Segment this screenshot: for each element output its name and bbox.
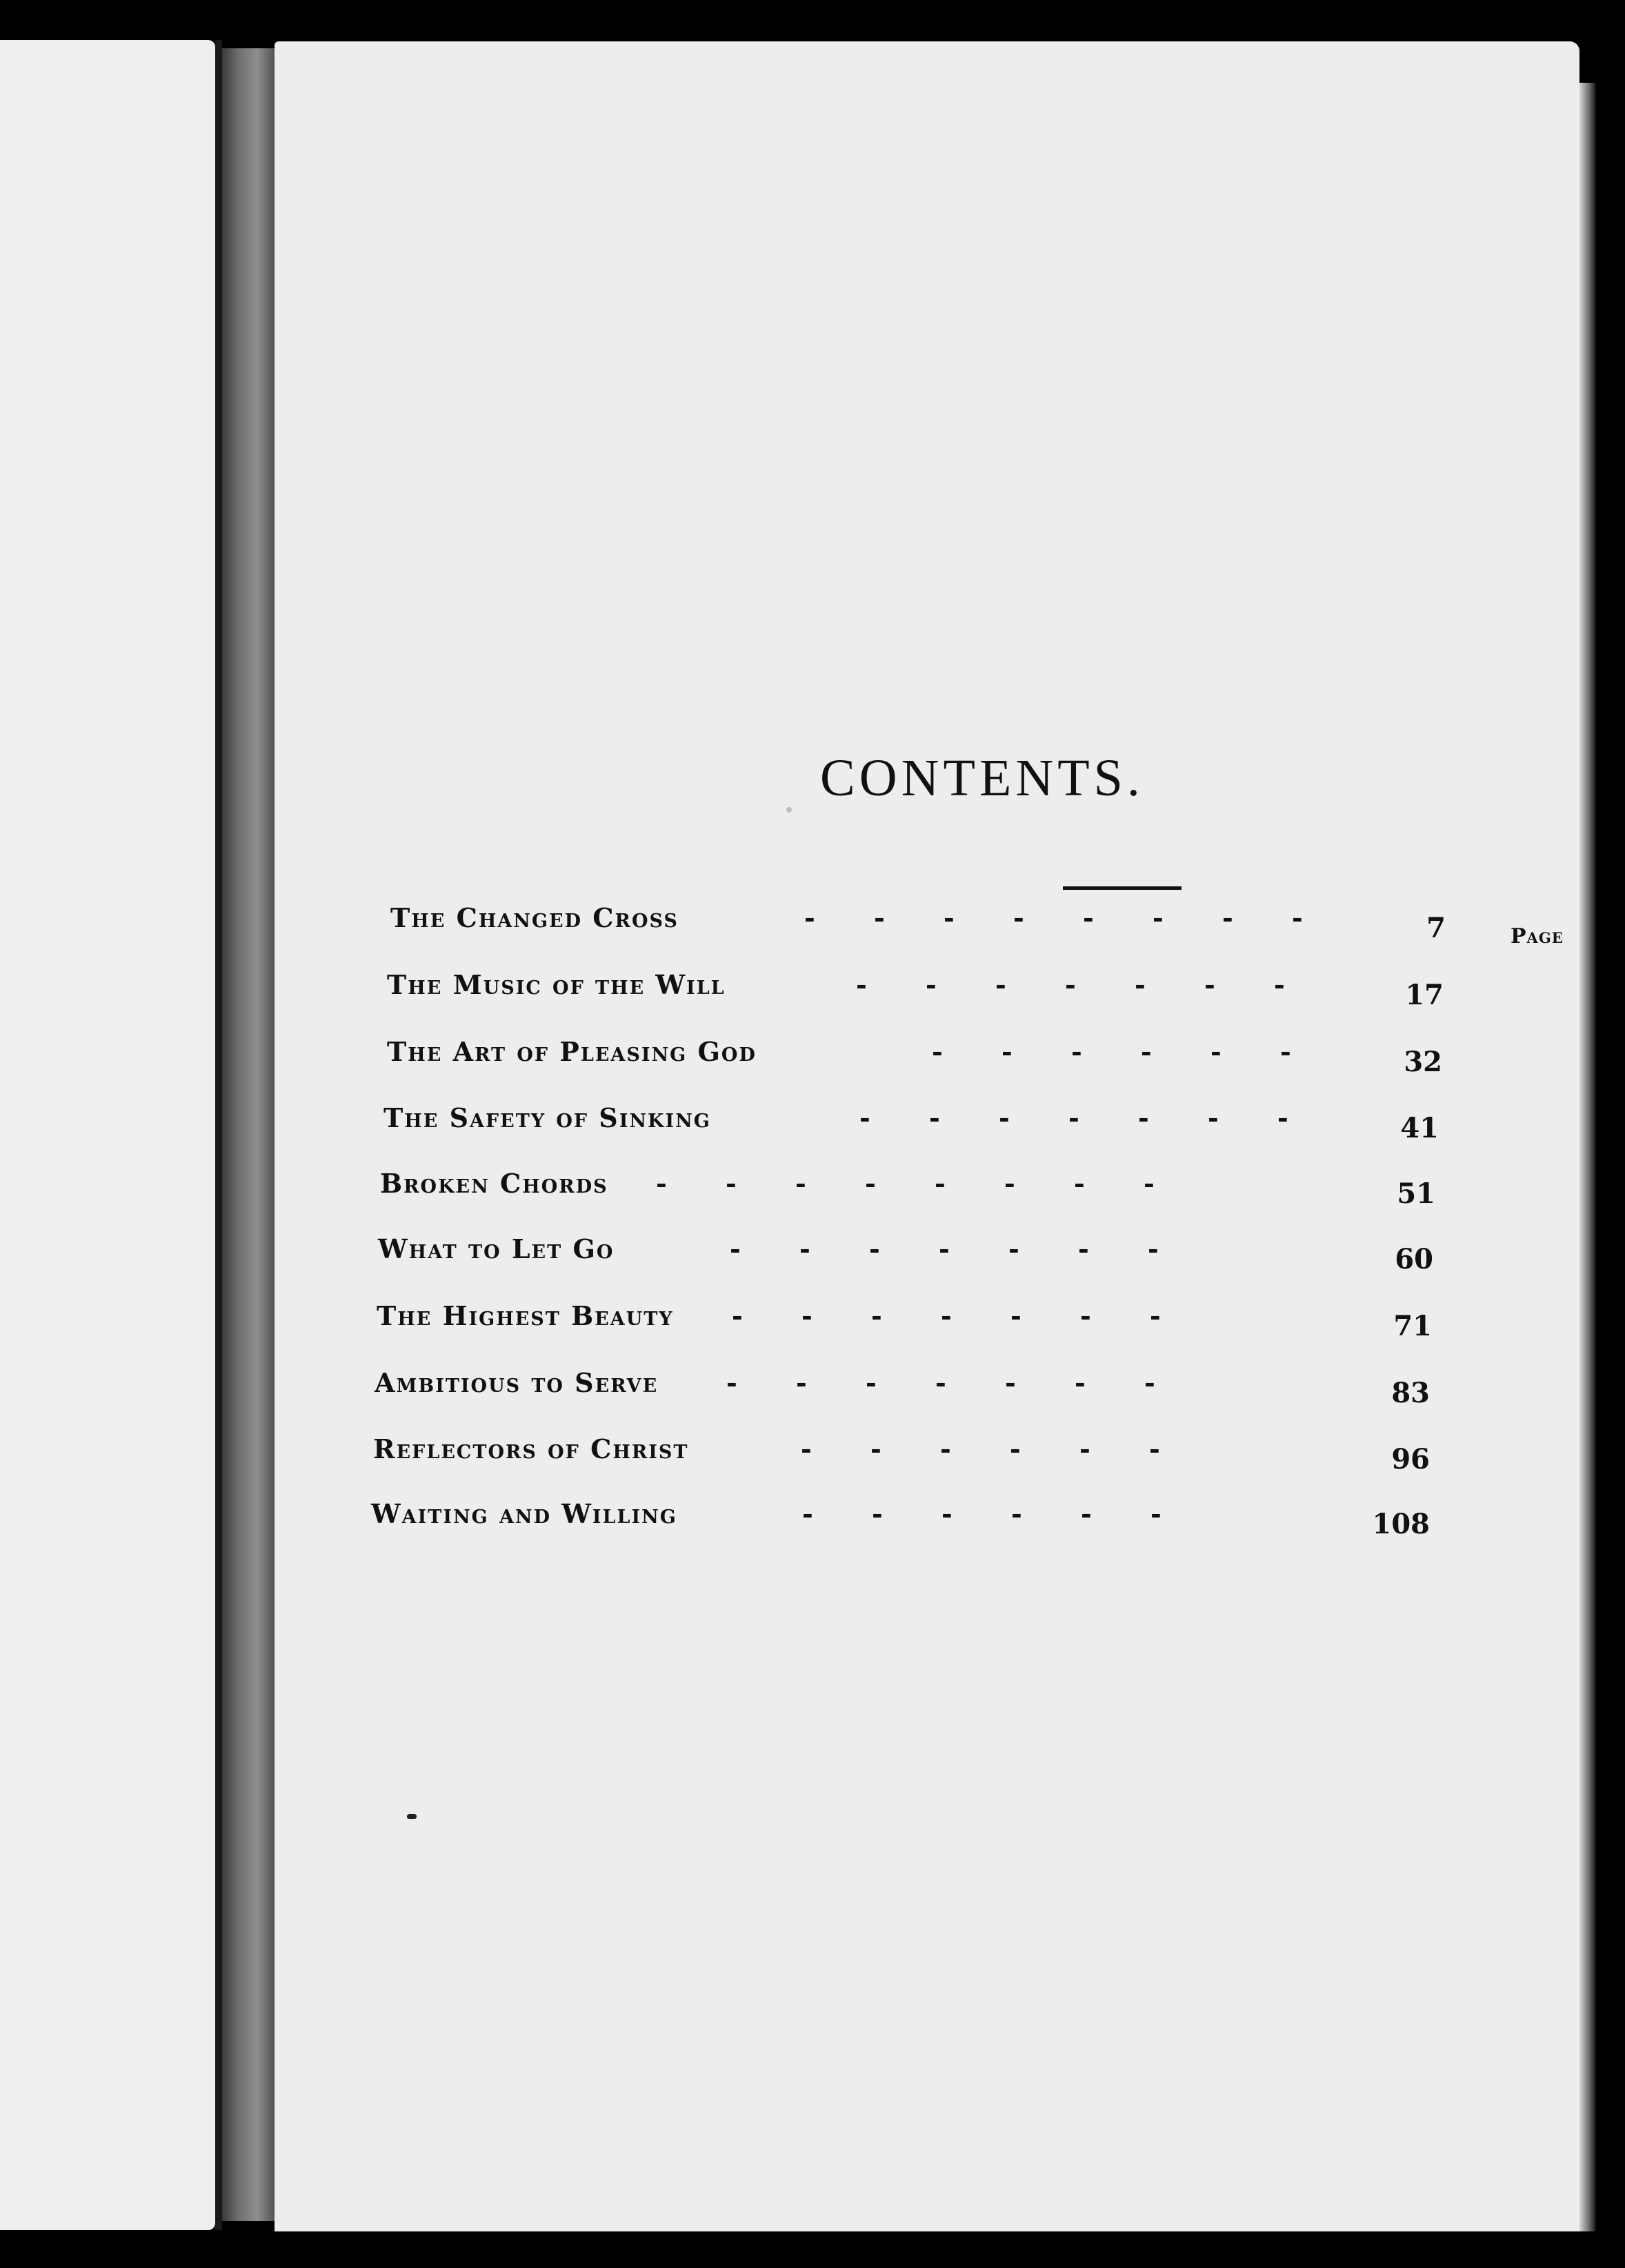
- toc-entry-title: The Music of the Will: [387, 969, 726, 1000]
- toc-entry-title: Broken Chords: [380, 1168, 608, 1199]
- heading-rule: [1063, 886, 1182, 890]
- toc-entry-title: The Highest Beauty: [377, 1300, 674, 1331]
- toc-leader-dots: - - - - - -: [802, 1498, 1162, 1529]
- toc-leader-dots: - - - - - - - -: [804, 902, 1303, 933]
- toc-entry-page: 83: [1391, 1377, 1430, 1409]
- scan-speck: [407, 1814, 417, 1819]
- toc-entry-title: The Art of Pleasing God: [387, 1036, 757, 1067]
- toc-leader-dots: - - - - - - -: [726, 1367, 1155, 1398]
- toc-entry-page: 108: [1372, 1508, 1430, 1540]
- toc-entry-page: 71: [1393, 1310, 1432, 1342]
- toc-entry-page: 96: [1391, 1443, 1430, 1475]
- toc-leader-dots: - - - - - - - -: [656, 1168, 1155, 1199]
- toc-entry-page: 51: [1397, 1177, 1435, 1210]
- toc-leader-dots: - - - - - - -: [856, 969, 1285, 1000]
- toc-entry-page: 41: [1400, 1112, 1439, 1144]
- left-page-edge: [215, 40, 222, 2230]
- toc-entry-page: 32: [1404, 1046, 1442, 1078]
- toc-entry-title: Ambitious to Serve: [375, 1367, 659, 1398]
- toc-leader-dots: - - - - - -: [801, 1433, 1160, 1464]
- toc-leader-dots: - - - - - -: [932, 1036, 1291, 1067]
- toc-entry-title: The Safety of Sinking: [383, 1102, 711, 1133]
- toc-entry-page: 60: [1395, 1243, 1433, 1275]
- scan-speck: [786, 807, 792, 813]
- page-column-header: Page: [1511, 924, 1564, 948]
- toc-entry-page: 17: [1405, 979, 1444, 1011]
- toc-entry-title: The Changed Cross: [390, 902, 679, 933]
- right-page-edge: [1579, 83, 1596, 2231]
- toc-entry-page: 7: [1426, 912, 1446, 944]
- contents-heading: CONTENTS.: [820, 749, 1144, 807]
- contents-page: [275, 41, 1579, 2231]
- toc-entry-title: Waiting and Willing: [371, 1498, 677, 1529]
- toc-leader-dots: - - - - - - -: [730, 1233, 1159, 1264]
- left-page: [0, 40, 215, 2230]
- toc-entry-title: What to Let Go: [378, 1233, 615, 1264]
- toc-leader-dots: - - - - - - -: [732, 1300, 1161, 1331]
- toc-leader-dots: - - - - - - -: [859, 1102, 1288, 1133]
- toc-entry-title: Reflectors of Christ: [373, 1433, 689, 1464]
